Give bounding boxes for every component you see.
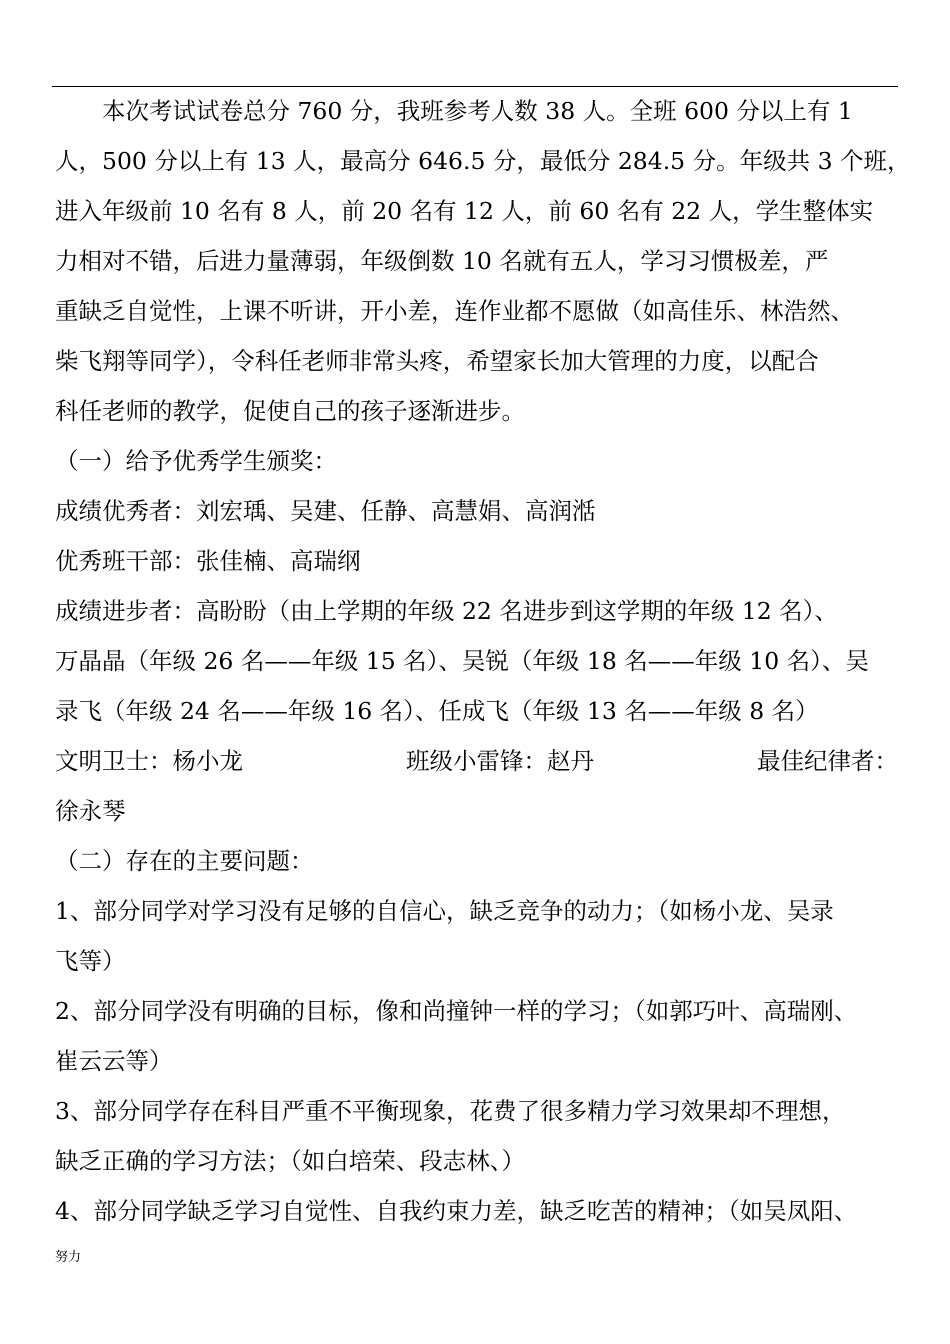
document-body	[55, 86, 911, 1236]
section-heading-awards: （一）给予优秀学生颁奖：	[55, 447, 337, 475]
problem-line: 崔云云等）	[55, 1047, 173, 1075]
award-class-cadre: 优秀班干部：张佳楠、高瑞纲	[55, 547, 361, 575]
summary-line: 科任老师的教学，促使自己的孩子逐渐进步。	[55, 397, 525, 425]
summary-line: 力相对不错，后进力量薄弱，年级倒数 10 名就有五人，学习习惯极差，严	[55, 247, 829, 275]
award-excellent-grades: 成绩优秀者：刘宏瑀、吴建、任静、高慧娟、高润湉	[55, 497, 596, 525]
award-progress-line: 万晶晶（年级 26 名——年级 15 名）、吴锐（年级 18 名——年级 10 名）、吴	[55, 647, 869, 675]
problem-line: 飞等）	[55, 947, 126, 975]
summary-line: 本次考试试卷总分 760 分，我班参考人数 38 人。全班 600 分以上有 1	[102, 97, 853, 125]
award-best-discipline: 最佳纪律者：	[757, 747, 898, 775]
award-little-leifeng: 班级小雷锋：赵丹	[406, 747, 594, 775]
page-footer: 努力	[55, 1250, 82, 1265]
problem-line: 1、部分同学对学习没有足够的自信心，缺乏竞争的动力；（如杨小龙、吴录	[55, 897, 834, 925]
summary-line: 重缺乏自觉性，上课不听讲，开小差，连作业都不愿做（如高佳乐、林浩然、	[55, 297, 854, 325]
award-progress-line: 成绩进步者：高盼盼（由上学期的年级 22 名进步到这学期的年级 12 名）、	[55, 597, 838, 625]
problem-line: 缺乏正确的学习方法；（如白培荣、段志林、）	[55, 1147, 525, 1175]
problem-line: 2、部分同学没有明确的目标，像和尚撞钟一样的学习；（如郭巧叶、高瑞刚、	[55, 997, 858, 1025]
award-best-discipline-name: 徐永琴	[55, 797, 126, 825]
problem-line: 4、部分同学缺乏学习自觉性、自我约束力差，缺乏吃苦的精神；（如吴凤阳、	[55, 1197, 858, 1225]
award-progress-line: 录飞（年级 24 名——年级 16 名）、任成飞（年级 13 名——年级 8 名）	[55, 697, 819, 725]
award-civility-guard: 文明卫士：杨小龙	[55, 747, 243, 775]
summary-line: 人，500 分以上有 13 人，最高分 646.5 分，最低分 284.5 分。年级共 3 个班，	[55, 147, 911, 175]
award-titles-row	[55, 736, 898, 786]
problem-line: 3、部分同学存在科目严重不平衡现象，花费了很多精力学习效果却不理想，	[55, 1097, 846, 1125]
summary-line: 柴飞翔等同学），令科任老师非常头疼，希望家长加大管理的力度，以配合	[55, 347, 819, 375]
summary-line: 进入年级前 10 名有 8 人，前 20 名有 12 人，前 60 名有 22 人，学生整体实	[55, 197, 874, 225]
section-heading-problems: （二）存在的主要问题：	[55, 847, 314, 875]
